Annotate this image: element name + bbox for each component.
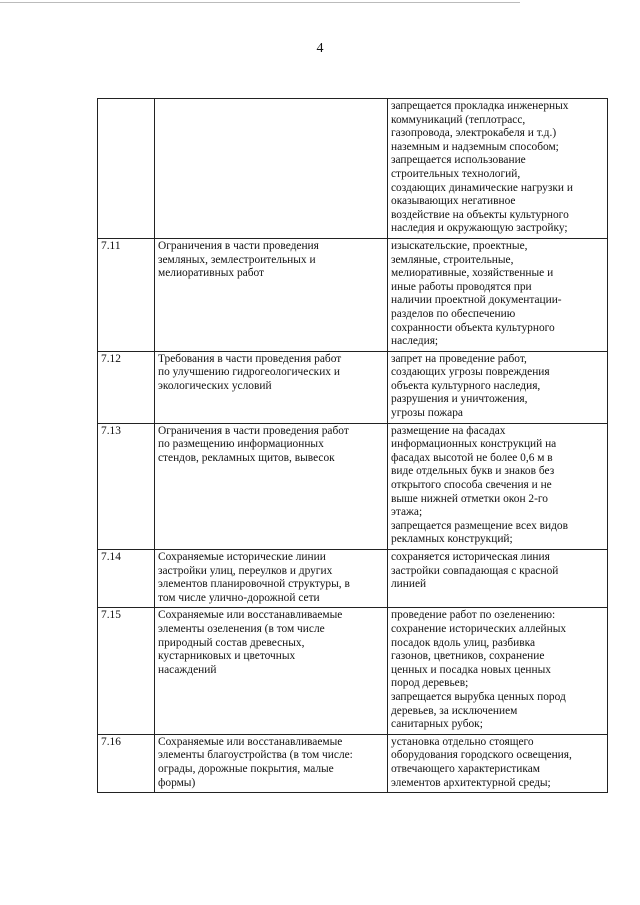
requirement-line: воздействие на объекты культурного: [391, 208, 569, 221]
name-line: экологических условий: [158, 379, 272, 392]
name-line: формы): [158, 776, 196, 789]
requirement-line: выше нижней отметки окон 2-го: [391, 492, 548, 505]
requirement-line: размещение на фасадах: [391, 424, 506, 437]
name-line: ограды, дорожные покрытия, малые: [158, 762, 334, 775]
row-number: 7.11: [98, 238, 155, 351]
requirement-line: сохранности объекта культурного: [391, 321, 555, 334]
row-number: [98, 99, 155, 239]
name-line: Сохраняемые исторические линии: [158, 551, 326, 563]
row-name: [155, 351, 388, 423]
requirement-line: угрозы пожара: [391, 407, 463, 420]
row-number: 7.14: [98, 550, 155, 608]
requirement-line: газонов, цветников, сохранение: [391, 650, 545, 663]
table-row: [98, 423, 608, 549]
row-name: [155, 608, 388, 734]
requirement-line: изыскательские, проектные,: [391, 239, 528, 252]
row-requirements: [388, 608, 608, 734]
requirement-line: разделов по обеспечению: [391, 307, 516, 320]
table-row: [98, 734, 608, 792]
table-row: [98, 608, 608, 734]
row-name: [155, 734, 388, 792]
row-requirements: [388, 238, 608, 351]
row-requirements: [388, 99, 608, 239]
requirement-line: деревьев, за исключением: [391, 704, 518, 717]
page-number: 4: [316, 41, 324, 56]
table-row: [98, 550, 608, 608]
name-line: Ограничения в части проведения: [158, 239, 319, 252]
requirement-line: запрещается размещение всех видов: [391, 519, 568, 532]
requirement-line: создающих динамические нагрузки и: [391, 181, 573, 194]
requirement-line: фасадах высотой не более 0,6 м в: [391, 451, 553, 464]
name-line: природный состав древесных,: [158, 636, 305, 649]
name-line: Сохраняемые или восстанавливаемые: [158, 609, 343, 622]
requirement-line: запрет на проведение работ,: [391, 352, 527, 365]
row-requirements: [388, 351, 608, 423]
name-line: застройки улиц, переулков и других: [158, 564, 333, 577]
name-line: по размещению информационных: [158, 438, 324, 451]
name-line: элементов планировочной структуры, в: [158, 578, 350, 591]
requirement-line: застройки совпадающая с красной: [391, 564, 559, 577]
requirement-line: газопровода, электрокабеля и т.д.): [391, 127, 557, 140]
row-requirements: [388, 734, 608, 792]
name-line: том числе улично-дорожной сети: [158, 591, 320, 604]
requirement-line: наследия;: [391, 335, 439, 348]
requirement-line: этажа;: [391, 506, 423, 519]
requirement-line: коммуникаций (теплотрасс,: [391, 113, 526, 126]
row-number: 7.12: [98, 351, 155, 423]
row-requirements: [388, 550, 608, 608]
row-requirements: [388, 423, 608, 549]
regulations-table: [97, 98, 608, 793]
table-row: [98, 238, 608, 351]
requirement-line: ценных и посадка новых ценных: [391, 663, 551, 676]
requirement-line: сохранение исторических аллейных: [391, 622, 567, 635]
requirement-line: строительных технологий,: [391, 167, 521, 180]
requirement-line: информационных конструкций на: [391, 438, 557, 451]
name-line: элементы благоустройства (в том числе:: [158, 749, 353, 762]
requirement-line: проведение работ по озеленению:: [391, 609, 556, 622]
requirement-line: земляные, строительные,: [391, 253, 514, 266]
name-line: кустарниковых и цветочных: [158, 650, 296, 663]
requirement-line: отвечающего характеристикам: [391, 762, 540, 775]
requirement-line: сохраняется историческая линия: [391, 551, 550, 563]
requirement-line: оборудования городского освещения,: [391, 749, 572, 762]
requirement-line: установка отдельно стоящего: [391, 735, 534, 748]
row-number: 7.15: [98, 608, 155, 734]
requirement-line: оказывающих негативное: [391, 195, 516, 208]
requirement-line: запрещается прокладка инженерных: [391, 100, 569, 112]
requirement-line: линией: [391, 578, 427, 591]
name-line: мелиоративных работ: [158, 267, 265, 280]
requirement-line: наличии проектной документации-: [391, 294, 562, 307]
requirement-line: объекта культурного наследия,: [391, 379, 541, 392]
requirement-line: создающих угрозы повреждения: [391, 366, 550, 379]
row-name: [155, 99, 388, 239]
name-line: стендов, рекламных щитов, вывесок: [158, 451, 335, 464]
requirement-line: мелиоративные, хозяйственные и: [391, 267, 554, 280]
requirement-line: наземным и надземным способом;: [391, 140, 559, 153]
requirement-line: рекламных конструкций;: [391, 533, 513, 546]
table-row: [98, 99, 608, 239]
name-line: Сохраняемые или восстанавливаемые: [158, 735, 343, 748]
name-line: Ограничения в части проведения работ: [158, 424, 349, 437]
requirement-line: посадок вдоль улиц, разбивка: [391, 636, 536, 649]
requirement-line: пород деревьев;: [391, 677, 469, 690]
requirement-line: открытого способа свечения и не: [391, 479, 552, 492]
name-line: элементы озеленения (в том числе: [158, 622, 325, 635]
row-name: [155, 550, 388, 608]
requirement-line: виде отдельных букв и знаков без: [391, 465, 555, 478]
requirement-line: санитарных рубок;: [391, 718, 483, 731]
requirement-line: запрещается использование: [391, 154, 526, 167]
row-number: 7.16: [98, 734, 155, 792]
row-name: [155, 423, 388, 549]
table-row: [98, 351, 608, 423]
requirement-line: наследия и окружающую застройку;: [391, 222, 568, 235]
name-line: земляных, землестроительных и: [158, 253, 316, 266]
row-name: [155, 238, 388, 351]
requirement-line: элементов архитектурной среды;: [391, 776, 551, 789]
requirement-line: запрещается вырубка ценных пород: [391, 690, 566, 703]
row-number: 7.13: [98, 423, 155, 549]
name-line: Требования в части проведения работ: [158, 352, 342, 365]
name-line: по улучшению гидрогеологических и: [158, 366, 340, 379]
top-rule: [0, 2, 520, 3]
requirement-line: разрушения и уничтожения,: [391, 393, 528, 406]
name-line: насаждений: [158, 663, 217, 676]
requirement-line: иные работы проводятся при: [391, 280, 532, 293]
